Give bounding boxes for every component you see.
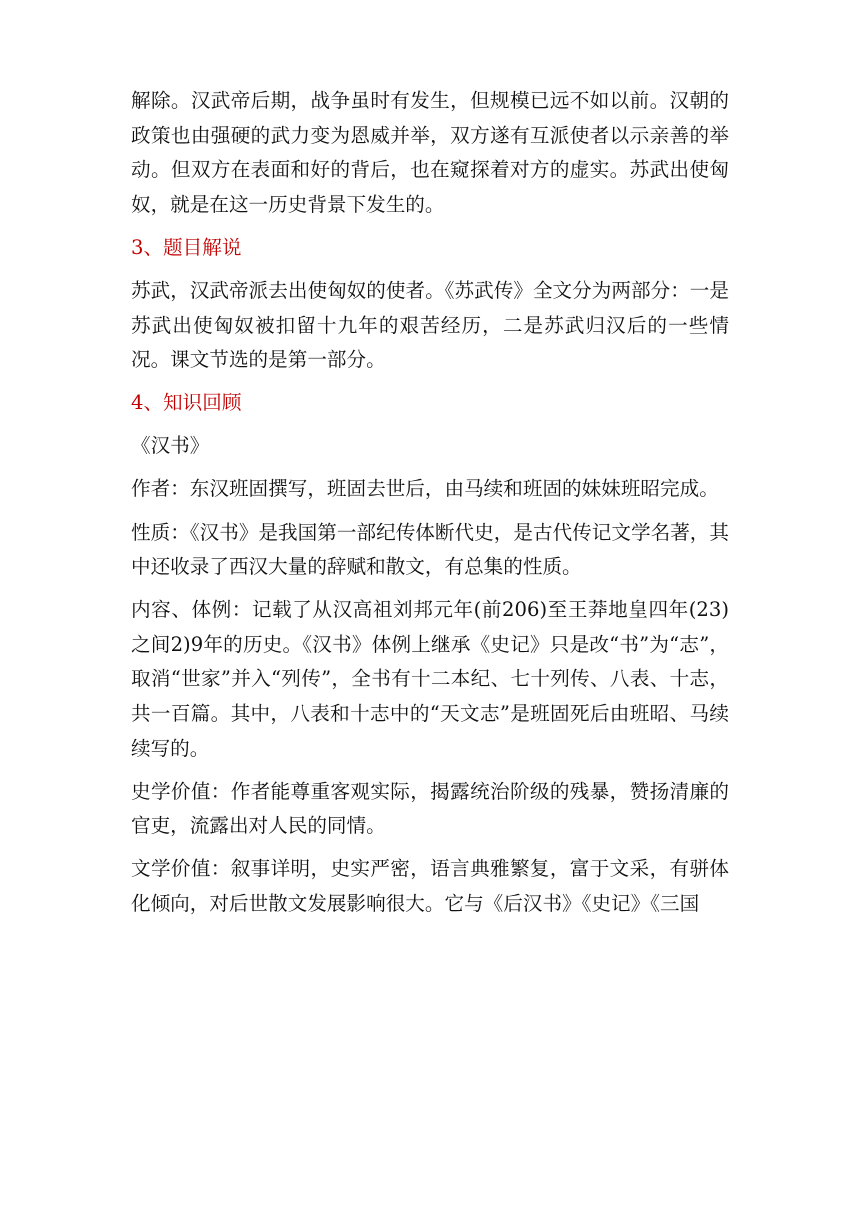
heading-title-explanation: 3、题目解说 (131, 235, 242, 259)
paragraph-author: 作者：东汉班固撰写，班固去世后，由马续和班固的妹妹班昭完成。 (131, 477, 719, 501)
heading-knowledge-review: 4、知识回顾 (131, 391, 242, 415)
paragraph-literary-value: 文学价值：叙事详明，史实严密，语言典雅繁复，富于文采，有骈体化倾向，对后世散文发展影响很大。它与《后汉书》《史记》《三国 (131, 857, 729, 915)
paragraph-book-title: 《汉书》 (131, 434, 210, 458)
paragraph-historical-background: 解除。汉武帝后期，战争虽时有发生，但规模已远不如以前。汉朝的政策也由强硬的武力变为恩威并举，双方遂有互派使者以示亲善的举动。但双方在表面和好的背后，也在窥探着对方的虚实。苏武出使匈奴，就是在这一历史背景下发生的。 (131, 89, 729, 216)
document-body (131, 84, 729, 930)
paragraph-title-explanation: 苏武，汉武帝派去出使匈奴的使者。《苏武传》全文分为两部分：一是苏武出使匈奴被扣留十九年的艰苦经历，二是苏武归汉后的一些情况。课文节选的是第一部分。 (131, 278, 729, 372)
paragraph-nature: 性质：《汉书》是我国第一部纪传体断代史，是古代传记文学名著，其中还收录了西汉大量的辞赋和散文，有总集的性质。 (131, 520, 729, 579)
paragraph-historical-value: 史学价值：作者能尊重客观实际，揭露统治阶级的残暴，赞扬清廉的官吏，流露出对人民的同情。 (131, 779, 729, 838)
paragraph-content-style: 内容、体例：记载了从汉高祖刘邦元年(前206)至王莽地皇四年(23)之间2)9年的历史。《汉书》体例上继承《史记》只是改“书”为“志”，取消“世家”并入“列传”，全书有十二本纪、七十列传、八表、十志，共一百篇。其中，八表和十志中的“天文志”是班固死后由班昭、马续续写的。 (131, 598, 729, 760)
